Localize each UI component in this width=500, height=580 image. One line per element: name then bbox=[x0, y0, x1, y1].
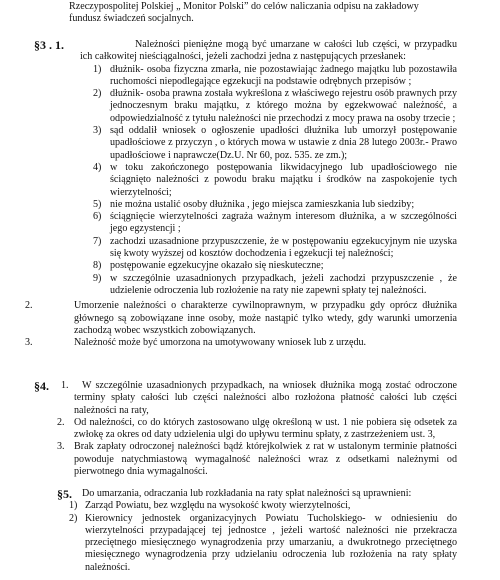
section-3-list-item bbox=[25, 236, 457, 261]
item-number: 6) bbox=[93, 211, 102, 223]
section-4 bbox=[25, 380, 457, 478]
item-number: 2) bbox=[69, 512, 78, 524]
paragraph-text: Umorzenie należności o charakterze cywilnoprawnym, w przypadku gdy oprócz dłużnika głównego są zobowiązane inne osoby, może nastąpić tylko wtedy, gdy warunki umorzenia zachodzą wobec wszystkich zobowiązanych. bbox=[74, 300, 457, 336]
section-5 bbox=[25, 488, 457, 574]
item-text: zachodzi uzasadnione przypuszczenie, że w postępowaniu egzekucyjnym nie uzyska się kwoty wyższej od kosztów dochodzenia i egzekucji tej należności; bbox=[110, 235, 457, 260]
section-5-lead-row bbox=[25, 488, 457, 500]
section-5-lead: Do umarzania, odraczania lub rozkładania na raty spłat należności są uprawnieni: bbox=[82, 488, 412, 499]
item-text: w toku zakończonego postępowania likwidacyjnego lub upadłościowego nie ściągnięto należności z powodu braku majątku i środków na zaspokojenie tych wierzytelności; bbox=[110, 161, 457, 198]
section-3-list-item bbox=[25, 211, 457, 236]
item-number: 1) bbox=[69, 500, 78, 512]
item-text: sąd oddalił wniosek o ogłoszenie upadłości dłużnika lub umorzył postępowanie upadłościowe z przyczyn , o których mowa w ustawie z dnia 28 lutego 2003r.- Prawo upadłościowe i naprawcze(Dz.U. Nr 60, poz. 535. ze zm.); bbox=[110, 125, 457, 161]
section-3-paragraph-2 bbox=[25, 300, 457, 337]
item-text: ściągnięcie wierzytelności zagraża ważnym interesom dłużnika, a w szczególności jego egzystencji ; bbox=[110, 211, 457, 235]
item-number: 7) bbox=[93, 235, 102, 247]
section-3-paragraph-3 bbox=[25, 337, 457, 349]
section-3-label: §3 . 1. bbox=[34, 38, 64, 52]
item-text: w szczególnie uzasadnionych przypadkach, jeżeli zachodzi przypuszczenie , że udzielenie odroczenia lub rozłożenie na raty nie zapewni spłaty tej należności. bbox=[110, 272, 457, 296]
section-3-lead: Należności pieniężne mogą być umarzane w całości lub części, w przypadku ich całkowitej nieściągalności, jeżeli zachodzi jedna z następujących przesłanek: bbox=[80, 39, 457, 63]
paragraph-text: Należność może być umorzona na umotywowany wniosek lub z urzędu. bbox=[74, 337, 367, 349]
item-text: nie można ustalić osoby dłużnika , jego miejsca zamieszkania lub siedziby; bbox=[110, 198, 415, 210]
section-3-list-item bbox=[25, 64, 457, 89]
section-5-list-item bbox=[25, 500, 457, 512]
section-4-items bbox=[25, 380, 457, 478]
section-3 bbox=[25, 39, 457, 349]
item-text: postępowanie egzekucyjne okazało się nieskuteczne; bbox=[110, 260, 324, 272]
section-5-items bbox=[25, 500, 457, 574]
section-3-list-item bbox=[25, 199, 457, 211]
section-3-list-item bbox=[25, 260, 457, 272]
section-3-list-item bbox=[25, 162, 457, 199]
item-number: 3. bbox=[57, 441, 65, 453]
item-text: dłużnik- osoba fizyczna zmarła, nie pozostawiając żadnego majątku lub pozostawiła ruchomości niepodlegające egzekucji na podstawie odrębnych przepisów ; bbox=[110, 63, 457, 87]
intro-line-2: fundusz świadczeń socjalnych. bbox=[69, 13, 194, 25]
section-4-paragraph bbox=[25, 380, 457, 417]
item-text: Zarząd Powiatu, bez względu na wysokość kwoty wierzytelności, bbox=[85, 500, 351, 512]
item-text: Kierownicy jednostek organizacyjnych Powiatu Tucholskiego- w odniesieniu do wierzytelności przypadającej tej jednostce , jeżeli wartość należności nie przekracza przeciętnego miesięcznego wynagrodzenia przy umarzaniu, a dwukrotnego przeciętnego miesięcznego wynagrodzenia przy udzielaniu odroczenia lub rozłożenia na raty spłaty należności. bbox=[85, 512, 457, 573]
item-text: Brak zapłaty odroczonej należności bądź którejkolwiek z rat w ustalonym terminie płatności powoduje natychmiastową wymagalność należności wraz z odsetkami należnymi od pierwotnego dnia wymagalności. bbox=[74, 441, 457, 478]
section-3-list-item bbox=[25, 273, 457, 298]
intro-line-1: Rzeczypospolitej Polskiej „ Monitor Polski” do celów naliczania odpisu na zakładowy bbox=[69, 1, 419, 12]
item-number: 2) bbox=[93, 88, 102, 100]
item-text: W szczególnie uzasadnionych przypadkach, na wniosek dłużnika mogą zostać odroczone terminy spłaty całości lub części należności albo rozłożona płatność całości lub części należności na raty, bbox=[74, 380, 457, 416]
section-3-items bbox=[25, 64, 457, 298]
section-4-label: §4. bbox=[34, 379, 49, 393]
section-5-list-item bbox=[25, 513, 457, 574]
item-text: dłużnik- osoba prawna została wykreślona z właściwego rejestru osób prawnych przy jednoczesnym braku majątku, z którego można by egzekwować należność, a odpowiedzialność z tytułu należności nie przechodzi z mocy prawa na osoby trzecie ; bbox=[110, 88, 457, 124]
item-number: 9) bbox=[93, 272, 102, 284]
item-number: 1. bbox=[61, 380, 69, 391]
item-number: 8) bbox=[93, 260, 102, 272]
section-3-list-item bbox=[25, 125, 457, 162]
paragraph-number: 3. bbox=[25, 337, 33, 349]
section-4-paragraph bbox=[25, 441, 457, 478]
item-number: 2. bbox=[57, 416, 65, 428]
item-number: 3) bbox=[93, 125, 102, 137]
item-number: 5) bbox=[93, 198, 102, 210]
item-number: 4) bbox=[93, 161, 102, 173]
item-text: Od należności, co do których zastosowano ulgę określoną w ust. 1 nie pobiera się odsetek za zwłokę za okres od daty udzielenia ulgi do upływu terminu spłaty, z zastrzeżeniem ust. 3, bbox=[74, 416, 457, 441]
intro-text bbox=[69, 1, 449, 26]
section-5-label: §5. bbox=[57, 487, 72, 501]
section-3-paragraph-1 bbox=[25, 39, 457, 64]
section-3-list-item bbox=[25, 88, 457, 125]
section-4-paragraph bbox=[25, 417, 457, 442]
paragraph-number: 2. bbox=[25, 300, 33, 312]
item-number: 1) bbox=[93, 63, 102, 75]
